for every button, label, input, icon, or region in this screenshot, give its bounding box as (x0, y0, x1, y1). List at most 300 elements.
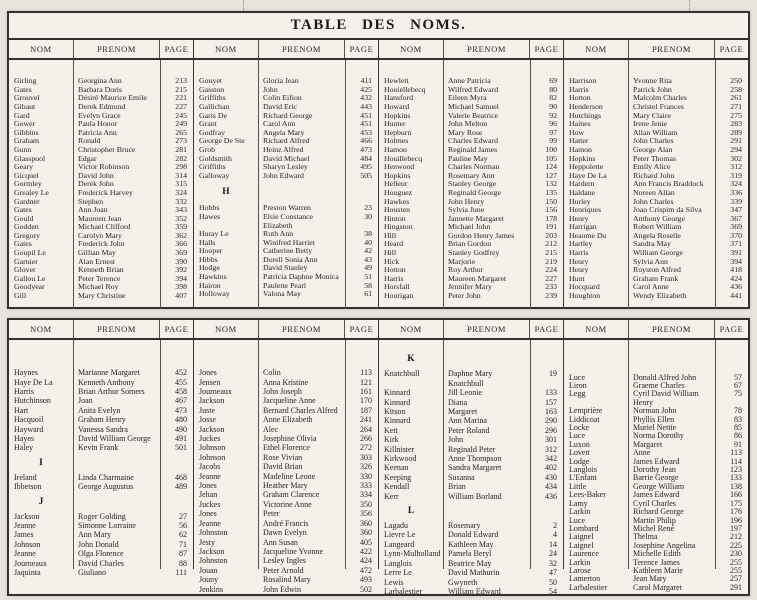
prenom-cell: Peter John (448, 291, 481, 301)
nom-cell: Lerre Le (384, 568, 412, 578)
prenom-cell: Kathleen May (448, 539, 494, 549)
nom-cell: Grealey Le (14, 187, 49, 197)
prenom-cell: Reginald Peter (448, 444, 496, 454)
page-cell: 489 (175, 482, 187, 492)
nom-cell: Jeanne (199, 471, 221, 481)
table-row (194, 443, 378, 452)
table-row (564, 584, 748, 592)
page-cell: 473 (360, 144, 372, 154)
name-column-group (378, 340, 563, 596)
prenom-cell: Emily Alice (633, 162, 671, 172)
table-row (379, 292, 563, 301)
nom-cell: Journeaux (199, 387, 232, 396)
page-cell: 296 (545, 425, 557, 435)
page-cell: 47 (549, 568, 557, 578)
page-cell: 314 (175, 170, 187, 180)
table-row (194, 500, 378, 509)
prenom-cell: Angela Roselle (633, 230, 681, 240)
nom-cell: Hill (384, 230, 397, 240)
page-cell: 424 (730, 273, 742, 283)
nom-cell: Hawkes (384, 196, 410, 206)
spacer-row (9, 340, 193, 368)
page-cell: 458 (175, 387, 187, 396)
nom-cell: Kinnard (384, 388, 411, 398)
page-cell: 27 (179, 511, 187, 521)
nom-cell: Houghton (569, 291, 601, 301)
page-cell: 402 (545, 463, 557, 473)
name-column-group (193, 340, 378, 594)
page-cell: 495 (360, 162, 372, 172)
table-row (194, 547, 378, 556)
page-cell: 113 (360, 368, 372, 378)
page-cell: 124 (545, 162, 557, 172)
prenom-cell: Marjorie (448, 256, 476, 266)
page-cell: 97 (549, 127, 557, 137)
prenom-cell: Jill Leonie (448, 388, 482, 398)
table-row (194, 538, 378, 547)
page-cell: 32 (549, 558, 557, 568)
nom-cell: Johnston (199, 556, 228, 566)
page-cell: 291 (730, 582, 742, 592)
page-cell: 61 (364, 289, 372, 299)
nom-cell: Hansford (384, 93, 414, 103)
nom-cell: Langlois (569, 465, 597, 475)
table-row (194, 172, 378, 181)
column-header-page: PAGE (714, 40, 748, 58)
section-letter: L (407, 506, 415, 517)
prenom-cell: John Melton (448, 119, 488, 129)
page-cell: 352 (175, 213, 187, 223)
nom-cell: Gates (14, 205, 32, 215)
page-cell: 255 (730, 565, 742, 575)
page-cell: 392 (175, 265, 187, 275)
prenom-cell: Anne (633, 448, 651, 458)
nom-cell: Hairon (199, 280, 221, 290)
nom-cell: Larbalestier (569, 582, 608, 592)
prenom-cell: David William George (78, 434, 151, 444)
prenom-cell: Victorine Anne (263, 499, 312, 509)
page-cell: 371 (730, 239, 742, 249)
nom-cell: Ireland (14, 472, 37, 482)
nom-cell: Jenkins (199, 584, 223, 594)
prenom-cell: Maureen Margaret (448, 273, 507, 283)
prenom-cell: Carol Anne (633, 282, 669, 292)
prenom-cell: Reginald James (448, 144, 498, 154)
nom-cell: Griffiths (199, 162, 226, 172)
nom-cell: Jackson (199, 424, 225, 434)
prenom-cell: Eileen Myra (448, 93, 487, 103)
name-column-group (378, 60, 563, 309)
table-row (379, 398, 563, 407)
page-cell: 138 (730, 481, 742, 491)
nom-cell: Gardner (14, 196, 40, 206)
prenom-cell: Yvonne Rita (633, 76, 672, 86)
prenom-cell: Linda Charmaine (78, 472, 134, 482)
prenom-cell: Michael Samuel (448, 101, 499, 111)
nom-cell: Keeping (384, 472, 412, 482)
section-letter: K (407, 354, 415, 365)
nom-cell: Jeanne (199, 518, 221, 528)
prenom-cell: John Charles (633, 136, 674, 146)
column-header-page: PAGE (714, 320, 748, 338)
column-header-prenom: PRENOM (258, 320, 344, 338)
column-header-nom: NOM (215, 44, 237, 54)
page-cell: 360 (360, 528, 372, 538)
header-group (378, 320, 563, 338)
page-cell: 257 (730, 574, 742, 584)
page-cell: 88 (179, 558, 187, 568)
prenom-cell: Brian Arthur Somers (78, 387, 145, 396)
nom-cell: Langlois (384, 558, 412, 568)
nom-cell: Lamy (569, 498, 588, 508)
prenom-cell: James Edward (633, 456, 680, 466)
page-cell: 362 (175, 230, 187, 240)
prenom-cell: William Borland (448, 491, 502, 501)
page-cell: 87 (179, 549, 187, 559)
page-cell: 215 (545, 248, 557, 258)
nom-cell: Gicquel (14, 170, 39, 180)
page-cell: 111 (175, 568, 187, 578)
nom-cell: Goupil Le (14, 248, 46, 258)
page-cell: 43 (364, 254, 372, 264)
nom-cell: Gasston (199, 84, 225, 94)
name-column-group (563, 340, 748, 592)
nom-cell: Hamon (569, 144, 592, 154)
prenom-cell: Ethel Florence (263, 443, 310, 453)
page-cell: 273 (175, 136, 187, 146)
name-column-group (9, 340, 193, 578)
prenom-cell: Dorothy Jean (633, 465, 676, 475)
table-row (379, 540, 563, 549)
nom-cell: Liddicoat (569, 414, 600, 424)
table-row (9, 559, 193, 568)
section-letter-row (379, 349, 563, 369)
page-cell: 334 (360, 490, 372, 500)
prenom-cell: Dorell Sonia Ann (263, 254, 318, 264)
nom-cell: Lovett (569, 448, 590, 458)
nom-cell: Heppolette (569, 162, 604, 172)
table-row (9, 530, 193, 539)
page-cell: 105 (545, 153, 557, 163)
nom-cell: Galloway (199, 170, 230, 180)
table-row (564, 292, 748, 301)
table-row (194, 425, 378, 434)
nom-cell: Johnston (199, 528, 228, 538)
nom-cell: Hawkins (199, 272, 227, 282)
section-letter: J (38, 496, 44, 507)
nom-cell: Griffiths (199, 93, 226, 103)
page-cell: 303 (360, 452, 372, 462)
spacer-row (379, 340, 563, 349)
table-row (9, 406, 193, 415)
page-cell: 51 (364, 272, 372, 282)
table-row (379, 578, 563, 587)
nom-cell: Luxon (569, 439, 590, 449)
page-cell: 290 (545, 416, 557, 426)
table-row (9, 368, 193, 377)
nom-cell: Gill (14, 291, 27, 301)
prenom-cell: Stanley Godfrey (448, 248, 500, 258)
page-cell: 333 (360, 481, 372, 491)
nom-cell: Larkin (569, 507, 591, 517)
page-cell: 472 (360, 565, 372, 575)
page-cell: 58 (364, 280, 372, 290)
prenom-cell: Charles Edward (448, 136, 499, 146)
page-cell: 67 (734, 381, 742, 390)
page-cell: 480 (175, 415, 187, 425)
prenom-cell: Noreen Allan (633, 187, 675, 197)
nom-cell: Locke (569, 423, 589, 433)
nom-cell: Hopkins (384, 170, 411, 180)
nom-cell: Gibaut (14, 101, 36, 111)
nom-cell: Kitson (384, 407, 406, 417)
nom-cell: Haynes (14, 368, 38, 378)
nom-cell: Gormley (14, 179, 42, 189)
page-cell: 255 (730, 557, 742, 567)
table-row (194, 509, 378, 518)
page-cell: 468 (175, 472, 187, 482)
nom-cell: Juckes (199, 499, 221, 509)
page-cell: 91 (734, 439, 742, 449)
prenom-cell: Peter Terence (78, 273, 121, 283)
nom-cell: Jacobs (199, 462, 221, 472)
nom-cell: Luce (569, 372, 585, 382)
page-cell: 398 (175, 282, 187, 292)
nom-cell: Goldsmith (199, 153, 232, 163)
prenom-cell: David Charles (78, 558, 124, 568)
prenom-cell: Colin Eifion (263, 93, 302, 103)
prenom-cell: Richard George (263, 110, 313, 120)
prenom-cell: Muriel Nettie (633, 423, 677, 433)
prenom-cell: Donald Alfred John (633, 372, 697, 382)
nom-cell: Hacquoil (14, 415, 44, 425)
nom-cell: Housten (384, 205, 410, 215)
nom-cell: Hopkins (569, 153, 596, 163)
nom-cell: Henderson (569, 101, 603, 111)
table-row (194, 396, 378, 405)
section-letter: I (39, 457, 43, 468)
nom-cell: Ibbetson (14, 482, 42, 492)
prenom-cell: Rosemary (448, 521, 481, 531)
nom-cell: Henry (569, 256, 589, 266)
name-column-group (193, 60, 378, 309)
prenom-cell: Anne Patricia (448, 76, 491, 86)
table-row (9, 512, 193, 521)
page-cell: 443 (360, 101, 372, 111)
table-row (379, 454, 563, 463)
nom-cell: Lynn-Mulholland (384, 549, 441, 559)
page-cell: 282 (175, 153, 187, 163)
nom-cell: Gates (14, 84, 32, 94)
nom-cell: Hutchings (569, 110, 602, 120)
table-row (9, 473, 193, 482)
table-row (194, 290, 378, 299)
table-row (194, 378, 378, 387)
nom-cell: Killnister (384, 444, 415, 454)
nom-cell: Hibbs (199, 254, 218, 264)
prenom-cell: Valerie Beatrice (448, 110, 498, 120)
nom-cell: Journeaux (14, 558, 47, 568)
prenom-cell: Lesley Ingles (263, 556, 306, 566)
table-row (9, 378, 193, 387)
prenom-cell: Michael John (448, 222, 491, 232)
prenom-cell: Graham Henry (78, 415, 126, 425)
nom-cell: Laurence (569, 549, 599, 559)
nom-cell: Houguez (384, 187, 413, 197)
page-cell: 326 (360, 462, 372, 472)
prenom-cell: Gillian May (78, 248, 116, 258)
table-row (379, 530, 563, 539)
prenom-cell: Diana (448, 397, 468, 407)
prenom-cell: Désiré Maurice Emile (78, 93, 147, 103)
page-cell: 38 (364, 229, 372, 239)
page-cell: 227 (545, 273, 557, 283)
prenom-cell: Gloria Jean (263, 76, 299, 86)
prenom-cell: Irene Jenie (633, 119, 667, 129)
prenom-cell: Ann Marina (448, 416, 487, 426)
header-group (378, 40, 563, 58)
nom-cell: Glasspool (14, 153, 46, 163)
page-cell: 49 (364, 263, 372, 273)
prenom-cell: George Augustus (78, 482, 134, 492)
nom-cell: Gregory (14, 230, 40, 240)
prenom-cell: Roger Golding (78, 511, 126, 521)
nom-cell: Hodge (199, 263, 220, 273)
prenom-cell: Paulette Pearl (263, 280, 307, 290)
page-cell: 266 (360, 434, 372, 444)
page-cell: 221 (175, 93, 187, 103)
page-cell: 127 (545, 170, 557, 180)
page-cell: 302 (730, 153, 742, 163)
nom-cell: Jehan (199, 490, 218, 500)
table-row (379, 587, 563, 596)
page-cell: 501 (175, 443, 187, 453)
nom-cell: Hick (384, 256, 400, 266)
prenom-cell: Christopher Bruce (78, 144, 136, 154)
nom-cell: Heard (384, 239, 404, 249)
prenom-cell: Margaret (448, 407, 478, 417)
nom-cell: Hill (384, 248, 397, 258)
prenom-cell: Wilfred Edward (448, 84, 499, 94)
page-cell: 175 (730, 498, 742, 508)
nom-cell: Haye De La (14, 377, 53, 387)
table-row (9, 482, 193, 491)
page-cell: 294 (730, 144, 742, 154)
table-row (194, 462, 378, 471)
page-cell: 339 (730, 196, 742, 206)
upper-table-body (9, 60, 748, 309)
prenom-cell: Peter Thomas (633, 153, 676, 163)
page-cell: 367 (730, 213, 742, 223)
page-cell: 71 (179, 539, 187, 549)
page-cell: 250 (730, 76, 742, 86)
prenom-cell: Wendy Elizabeth (633, 291, 687, 301)
table-row (194, 585, 378, 594)
prenom-cell: Georgina Ann (78, 76, 122, 86)
nom-cell: Huray Le (199, 229, 229, 239)
table-row (379, 482, 563, 491)
prenom-cell: Ann Susan (263, 537, 298, 547)
column-header-nom: NOM (400, 44, 422, 54)
page-cell: 332 (175, 196, 187, 206)
table-row (379, 369, 563, 388)
nom-cell: Laignel (569, 540, 594, 550)
nom-cell: L'Enfant (569, 473, 597, 483)
page-cell: 261 (730, 93, 742, 103)
prenom-cell: Thelma (633, 532, 658, 542)
nom-cell: Geary (14, 162, 34, 172)
page-cell: 203 (545, 230, 557, 240)
column-header-page: PAGE (344, 40, 378, 58)
column-header-prenom: PRENOM (628, 320, 714, 338)
nom-cell: George De Ste (199, 136, 245, 146)
page-cell: 312 (730, 162, 742, 172)
nom-cell: Helleur (384, 179, 408, 189)
nom-cell: Gould (14, 213, 34, 223)
nom-cell: Kinnard (384, 397, 411, 407)
section-letter-row (379, 501, 563, 521)
nom-cell: Langeard (384, 539, 415, 549)
prenom-cell: Stephen (78, 196, 104, 206)
nom-cell: Kirk (384, 435, 399, 445)
prenom-cell: David Stanley (263, 263, 308, 273)
nom-cell: Kirkwood (384, 454, 417, 464)
prenom-cell: David Brian (263, 462, 303, 472)
table-row (379, 463, 563, 472)
prenom-cell: Maureen Jean (78, 213, 122, 223)
page-cell: 360 (360, 518, 372, 528)
page-cell: 219 (545, 256, 557, 266)
nom-cell: James (14, 530, 34, 540)
prenom-cell: Barrie George (633, 473, 679, 483)
section-letter: H (222, 187, 230, 198)
table-row (194, 472, 378, 481)
nom-cell: Gates (14, 239, 32, 249)
page-cell: 227 (175, 101, 187, 111)
prenom-cell: Derek John (78, 179, 114, 189)
page-cell: 432 (360, 93, 372, 103)
page-cell: 490 (175, 424, 187, 434)
prenom-cell: Heinz Alfred (263, 144, 304, 154)
prenom-cell: Colin (263, 368, 281, 378)
table-row (9, 521, 193, 530)
table-row (9, 292, 193, 301)
table-row (9, 443, 193, 452)
nom-cell: Hobbs (199, 203, 220, 213)
page-cell: 176 (730, 507, 742, 517)
page-cell: 50 (549, 577, 557, 587)
table-row (194, 453, 378, 462)
page-cell: 466 (360, 136, 372, 146)
prenom-cell: Roy Arthur (448, 265, 484, 275)
table-row (194, 387, 378, 396)
upper-table-section (7, 11, 750, 309)
prenom-cell: Frederick Harvey (78, 187, 133, 197)
nom-cell: Hurley (569, 196, 591, 206)
nom-cell: Liron (569, 381, 587, 390)
page-cell: 82 (549, 93, 557, 103)
prenom-cell: David Michael (263, 153, 310, 163)
prenom-cell: Victor Robinson (78, 162, 130, 172)
page-cell: 224 (545, 265, 557, 275)
nom-cell: Jackson (199, 546, 225, 556)
prenom-cell: Sylvia Ann (633, 256, 668, 266)
nom-cell: Holloway (199, 289, 230, 299)
page-cell: 350 (360, 499, 372, 509)
page-cell: 319 (730, 170, 742, 180)
header-group (193, 40, 378, 58)
prenom-cell: John (263, 84, 278, 94)
